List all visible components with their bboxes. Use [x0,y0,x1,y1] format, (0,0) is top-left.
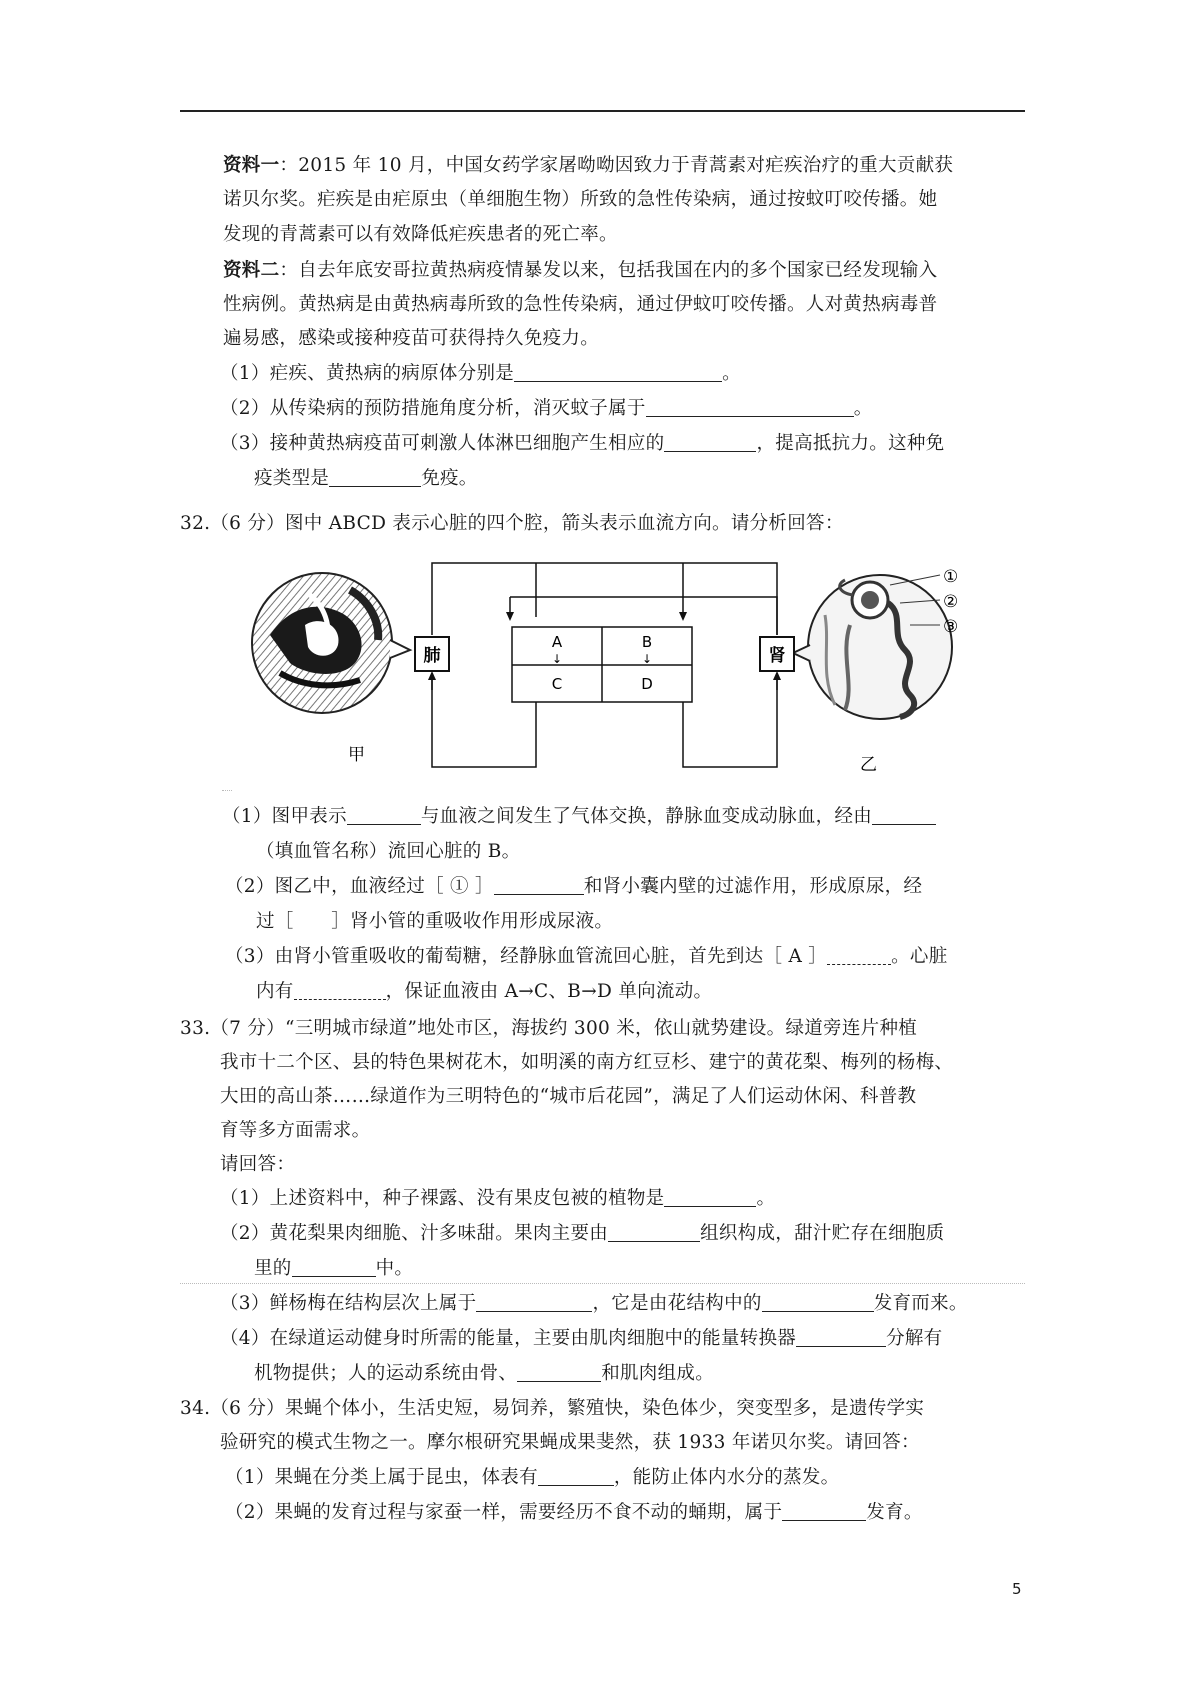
answer-blank[interactable] [796,1326,886,1347]
page-number: 5 [1012,1580,1022,1598]
material2-line-1: 资料二：自去年底安哥拉黄热病疫情暴发以来，包括我国在内的多个国家已经发现输入 [223,260,938,281]
answer-blank[interactable] [329,466,421,487]
alveolus-illustration [252,573,410,713]
scan-artifact [222,790,232,791]
q34-sub2: （2）果蝇的发育过程与家蚕一样，需要经历不食不动的蛹期，属于 发育。 [225,1502,923,1523]
answer-blank[interactable] [664,431,756,452]
marker-1: ① [943,567,959,587]
q33-sub4: （4）在绿道运动健身时所需的能量，主要由肌肉细胞中的能量转换器 分解有 [220,1328,943,1349]
answer-blank[interactable] [494,874,584,895]
q33-stem-4: 育等多方面需求。 [220,1120,371,1141]
heart-circulation-diagram [250,555,970,780]
q32-sub3-cont: 内有 ，保证血液由 A→C、B→D 单向流动。 [256,981,713,1002]
material1-line-2: 诺贝尔奖。疟疾是由疟原虫（单细胞生物）所致的急性传染病，通过按蚊叮咬传播。她 [223,189,938,210]
q33-stem-3: 大田的高山茶……绿道作为三明特色的“城市后花园”，满足了人们运动休闲、科普教 [220,1086,917,1107]
lung-label: 肺 [423,646,441,666]
answer-blank[interactable] [827,944,891,965]
scan-artifact [180,1283,1025,1284]
answer-blank[interactable] [294,979,386,1000]
q33-stem-1: 33.（7 分）“三明城市绿道”地处市区，海拔约 300 米，依山就势建设。绿道旁连片种植 [180,1018,918,1039]
chamber-c: C [551,675,563,693]
q33-stem-2: 我市十二个区、县的特色果树花木，如明溪的南方红豆杉、建宁的黄花梨、梅列的杨梅、 [220,1052,954,1073]
material2-line-3: 遍易感，感染或接种疫苗可获得持久免疫力。 [223,328,600,349]
material1-label: 资料一 [223,155,280,176]
q34-stem-2: 验研究的模式生物之一。摩尔根研究果蝇成果斐然，获 1933 年诺贝尔奖。请回答： [220,1432,920,1453]
chamber-b: B [641,633,653,651]
q33-sub1: （1）上述资料中，种子裸露、没有果皮包被的植物是 。 [220,1188,776,1209]
answer-blank[interactable] [292,1256,376,1277]
answer-blank[interactable] [538,1465,614,1486]
q31-sub1: （1）疟疾、黄热病的病原体分别是 。 [220,363,741,384]
q32-sub1: （1）图甲表示 与血液之间发生了气体交换，静脉血变成动脉血，经由 [222,804,936,830]
answer-blank[interactable] [476,1291,592,1312]
header-rule [180,110,1025,112]
q32-sub2-cont: 过［ ］肾小管的重吸收作用形成尿液。 [256,911,614,932]
kidney-label: 肾 [768,646,786,666]
answer-blank[interactable] [762,1291,874,1312]
answer-blank[interactable] [664,1186,756,1207]
marker-3: ③ [943,617,959,637]
arrow-a-c: ↓ [551,652,563,666]
label-jia: 甲 [348,745,365,765]
q34-sub1: （1）果蝇在分类上属于昆虫，体表有 ，能防止体内水分的蒸发。 [225,1467,840,1488]
material2-line-2: 性病例。黄热病是由黄热病毒所致的急性传染病，通过伊蚊叮咬传播。人对黄热病毒普 [223,294,938,315]
marker-2: ② [943,592,959,612]
q32-sub2: （2）图乙中，血液经过［ ① ］ 和肾小囊内壁的过滤作用，形成原尿，经 [225,876,923,897]
material1-line-1: 资料一：2015 年 10 月，中国女药学家屠呦呦因致力于青蒿素对疟疾治疗的重大贡献获 [223,155,954,176]
q33-sub3: （3）鲜杨梅在结构层次上属于 ，它是由花结构中的 发育而来。 [220,1293,968,1314]
answer-blank[interactable] [514,361,722,382]
answer-blank[interactable] [646,396,854,417]
answer-blank[interactable] [347,804,421,825]
q33-sub4-cont: 机物提供；人的运动系统由骨、 和肌肉组成。 [254,1363,715,1384]
q33-sub2: （2）黄花梨果肉细脆、汁多味甜。果肉主要由 组织构成，甜汁贮存在细胞质 [220,1223,945,1244]
nephron-illustration [793,575,952,719]
q31-sub2: （2）从传染病的预防措施角度分析，消灭蚊子属于 。 [220,398,873,419]
q32-sub3: （3）由肾小管重吸收的葡萄糖，经静脉血管流回心脏，首先到达［ A ］ 。心脏 [225,946,948,967]
q32-sub1-cont: （填血管名称）流回心脏的 B。 [256,841,521,862]
q31-sub3: （3）接种黄热病疫苗可刺激人体淋巴细胞产生相应的 ，提高抵抗力。这种免 [220,433,945,454]
q33-prompt: 请回答： [220,1154,296,1175]
material2-label: 资料二 [223,260,280,281]
material1-line-3: 发现的青蒿素可以有效降低疟疾患者的死亡率。 [223,224,618,245]
answer-blank[interactable] [782,1500,866,1521]
arrow-b-d: ↓ [641,652,653,666]
q32-stem: 32.（6 分）图中 ABCD 表示心脏的四个腔，箭头表示血流方向。请分析回答： [180,513,844,534]
chamber-a: A [551,633,563,651]
answer-blank[interactable] [608,1221,700,1242]
chamber-d: D [641,675,653,693]
label-yi: 乙 [860,755,877,775]
q34-stem-1: 34.（6 分）果蝇个体小，生活史短，易饲养，繁殖快，染色体少，突变型多，是遗传学实 [180,1398,925,1419]
answer-blank[interactable] [872,804,936,825]
q31-sub3-cont: 疫类型是 免疫。 [254,468,478,489]
q33-sub2-cont: 里的 中。 [254,1258,414,1279]
answer-blank[interactable] [517,1361,601,1382]
